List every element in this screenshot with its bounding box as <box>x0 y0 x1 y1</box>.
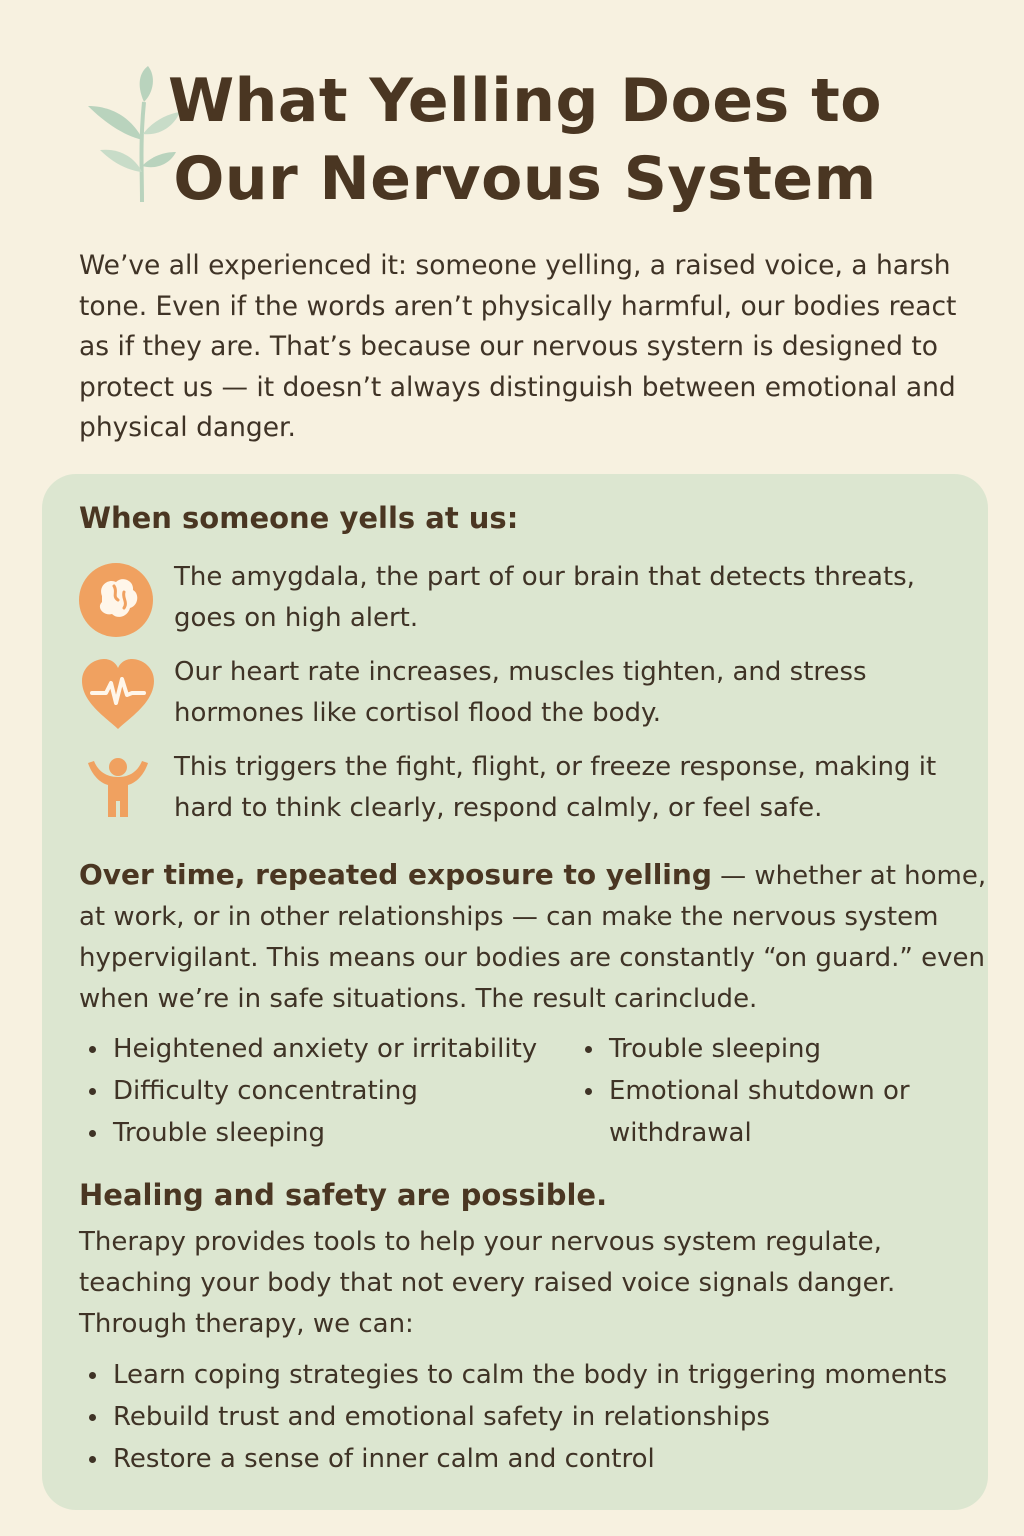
list-item: Heightened anxiety or irritability <box>80 1028 580 1070</box>
fight-flight-point: This triggers the fight, flight, or freeze response, making it hard to think clearly, respond calmly, or feel safe. <box>174 752 937 823</box>
overtime-lead: Over time, repeated exposure to yelling <box>79 858 712 891</box>
heart-pulse-icon <box>78 655 158 735</box>
list-item: Learn coping strategies to calm the body in triggering moments <box>80 1354 1000 1396</box>
healing-heading: Healing and safety are possible. <box>79 1178 608 1212</box>
overtime-paragraph <box>79 854 1009 1020</box>
amygdala-point: The amygdala, the part of our brain that detects threats, goes on high alert. <box>174 562 915 633</box>
list-item: Emotional shutdown or withdrawal <box>576 1070 976 1154</box>
list-item: Difficulty concentrating <box>80 1070 580 1112</box>
heart-rate-point: Our heart rate increases, muscles tighten, and stress hormones like cortisol flood the body. <box>174 657 867 728</box>
list-item: Restore a sense of inner calm and control <box>80 1438 1000 1480</box>
therapy-list <box>80 1354 1000 1480</box>
effects-list-right <box>576 1028 976 1154</box>
list-item: Trouble sleeping <box>576 1028 976 1070</box>
therapy-paragraph: Therapy provides tools to help your nervous system regulate, teaching your body that not every raised voice signals danger. Through therapy, we can: <box>79 1227 896 1339</box>
intro-paragraph: We’ve all experienced it: someone yelling, a raised voice, a harsh tone. Even if the words aren’t physically harmful, our bodies react as if they are. That’s because our nervous systern is designed to protect us — it doesn’t always distinguish between emotional and physical danger. <box>79 250 957 443</box>
brain-icon <box>78 562 158 642</box>
person-arms-raised-icon <box>78 755 158 835</box>
list-item: Rebuild trust and emotional safety in relationships <box>80 1396 1000 1438</box>
effects-list-left <box>80 1028 580 1154</box>
page-title: What Yelling Does to Our Nervous System <box>167 66 883 214</box>
list-item: Trouble sleeping <box>80 1112 580 1154</box>
yells-heading: When someone yells at us: <box>79 501 519 535</box>
overtime-body: — whether at home, at work, or in other relationships — can make the nervous system hypervigilant. This means our bodies are constantly “on guard.” even when we’re in safe situations. The result carinclude. <box>79 861 987 1014</box>
